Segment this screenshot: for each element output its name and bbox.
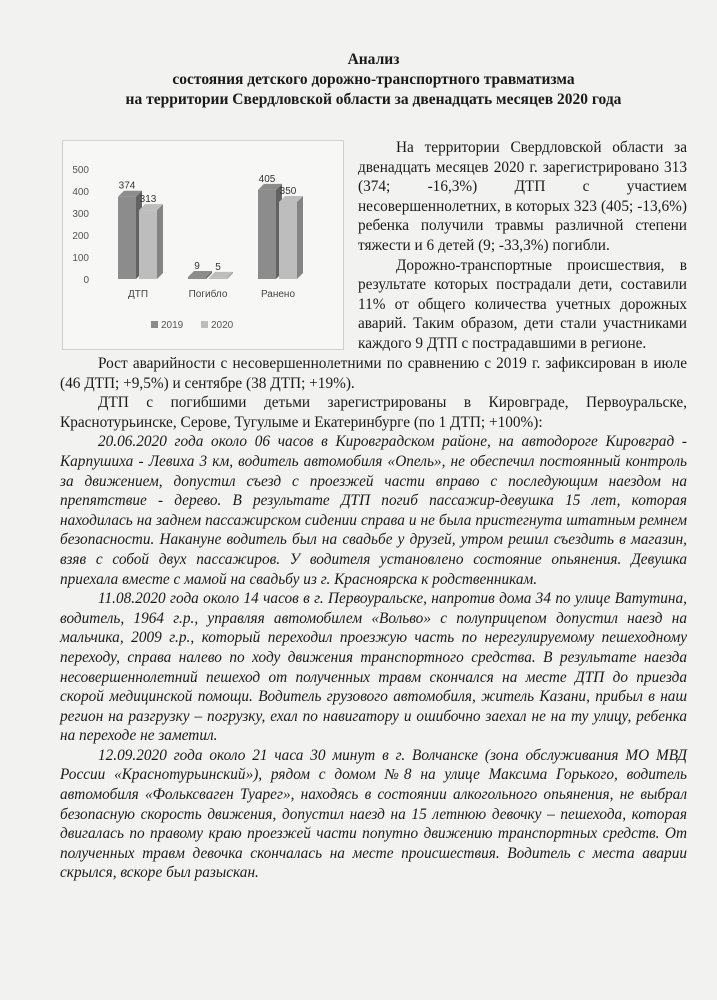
bar-2019 [118, 197, 136, 279]
data-label: 350 [279, 186, 297, 197]
y-tick-label: 0 [83, 275, 89, 286]
legend-swatch-2019 [151, 321, 158, 328]
paragraph-share: Дорожно-транспортные происшествия, в результате которых пострадали дети, составили 11% от общего количества учетных дорожных аварий. Таким образом, дети стали участниками каждого 9 ДТП с пострадавшими в регионе. [358, 256, 687, 352]
legend-label: 2019 [161, 320, 184, 331]
document-title [60, 50, 687, 110]
bar-side-2020 [157, 204, 163, 279]
paragraph-incident-pervouralsk: 11.08.2020 года около 14 часов в г. Первоуральске, напротив дома 34 по улице Ватутина, водитель, 1964 г.р., управляя автомобилем «Вольво» с полуприцепом допустил наезд на мальчика, 2009 г.р., который переходил проезжую часть по нерегулируемому пешеходному переходу, справа налево по ходу движения транспортного средства. В результате наезда несовершеннолетний пешеход от полученных травм скончался на месте ДТП до приезда скорой медицинской помощи. Водитель грузового автомобиля, житель Казани, прибыл в наш регион на разгрузку – погрузку, ехал по навигатору и ошибочно заехал не на ту улицу, ребенка на переходе не заметил. [60, 590, 687, 745]
data-label: 9 [194, 261, 200, 273]
title-line-2: состояния детского дорожно-транспортного травматизма [172, 71, 575, 88]
data-label: 405 [258, 173, 276, 185]
paragraph-incident-kirovgrad: 20.06.2020 года около 06 часов в Кировградском районе, на автодороге Кировград - Карпушиха - Левиха 3 км, водитель автомобиля «Опель», не обеспечил постоянный контроль за движением, допустил съезд с проезжей части вправо с последующим наездом на препятствие - дерево. В результате ДТП погиб пассажир-девушка 15 лет, которая находилась на заднем пассажирском сидении справа и не была пристегнута штатным ремнем безопасности. Накануне водитель был на свадьбе у друзей, утром решил съездить в магазин, взяв с собой двух пассажиров. У водителя установлено состояние опьянения. Девушка приехала вместе с мамой на свадьбу из г. Красноярска к родственникам. [60, 433, 687, 588]
x-tick-label: Ранено [260, 289, 296, 300]
bar-2019 [258, 190, 276, 279]
data-label: 313 [139, 194, 157, 206]
y-tick-label: 200 [72, 231, 89, 242]
paragraph-incident-volchansk: 12.09.2020 года около 21 часа 30 минут в г. Волчанске (зона обслуживания МО МВД России «Краснотурьинский»), рядом с домом №8 на улице Максима Горького, водитель автомобиля «Фольксваген Туарег», находясь в состоянии алкогольного опьянения, не выбрал безопасную скорость движения, допустил наезд на 15 летнюю девочку – пешехода, которая двигалась по правому краю проезжей части попутно движению транспортных средств. От полученных травм девочка скончалась на месте происшествия. Водитель с места аварии скрылся, вскоре был разыскан. [60, 746, 687, 882]
bar-chart-svg [63, 141, 343, 349]
x-tick-label: Погибло [188, 289, 228, 300]
title-line-3: на территории Свердловской области за двенадцать месяцев 2020 года [125, 91, 622, 108]
paragraph-fatal-cities: ДТП с погибшими детьми зарегистрированы в Кировграде, Первоуральске, Краснотурьинске, Серове, Тугулыме и Екатеринбурге (по 1 ДТП; +100%): [60, 394, 687, 431]
data-label: 5 [215, 261, 221, 273]
y-tick-label: 100 [72, 253, 89, 264]
legend-label: 2020 [211, 320, 234, 331]
x-tick-label: ДТП [127, 289, 149, 300]
bar-top-2020 [209, 272, 233, 278]
paragraph-summary: На территории Свердловской области за двенадцать месяцев 2020 г. зарегистрировано 313 (374; -16,3%) ДТП с участием несовершеннолетних, в которых 323 (405; -13,6%) ребенка получили травмы различной степени тяжести и 6 детей (9; -33,3%) погибли. [358, 139, 687, 254]
bar-2020 [279, 202, 297, 279]
bar-2020 [139, 210, 157, 279]
bar-2020 [209, 278, 227, 279]
y-tick-label: 400 [72, 187, 89, 198]
y-tick-label: 500 [72, 165, 89, 176]
legend-swatch-2020 [201, 321, 208, 328]
y-tick-label: 300 [72, 209, 89, 220]
bar-2019 [188, 277, 206, 279]
bar-chart [62, 140, 344, 350]
data-label: 374 [118, 180, 136, 192]
paragraph-growth: Рост аварийности с несовершеннолетними по сравнению с 2019 г. зафиксирован в июле (46 ДТП; +9,5%) и сентябре (38 ДТП; +19%). [60, 355, 687, 392]
bar-side-2020 [297, 196, 303, 279]
title-line-1: Анализ [347, 51, 400, 68]
